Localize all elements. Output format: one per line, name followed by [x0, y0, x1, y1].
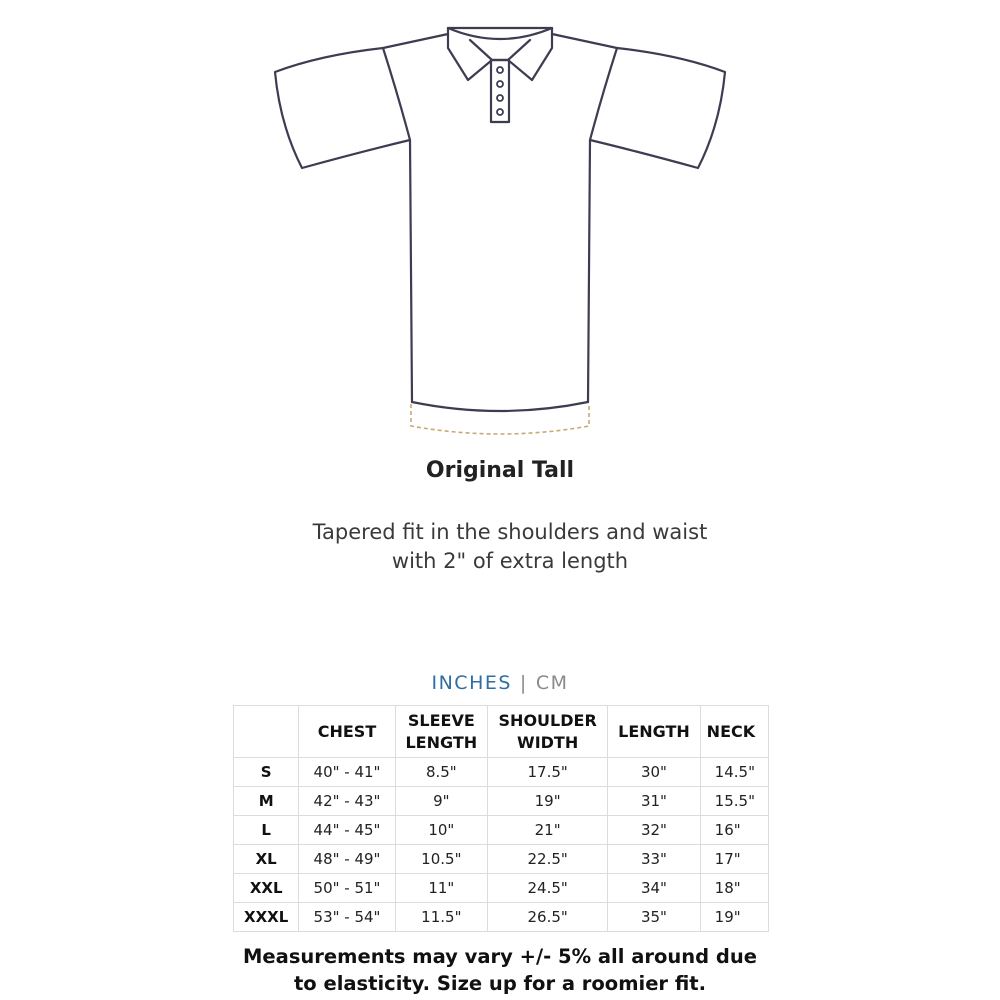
measurement-disclaimer: Measurements may vary +/- 5% all around due to elasticity. Size up for a roomier fit.: [243, 945, 757, 995]
column-header-size: [234, 706, 299, 758]
size-cell: XL: [234, 845, 299, 874]
size-table-scroll[interactable]: [233, 705, 769, 936]
fit-description: Tapered fit in the shoulders and waist with 2" of extra length: [312, 520, 708, 573]
shoulder-cell: 19": [488, 787, 608, 816]
collar-points: [470, 40, 530, 60]
size-table: [233, 705, 769, 932]
size-cell: M: [234, 787, 299, 816]
size-cell: XXXL: [234, 903, 299, 932]
neck-cell: 16": [700, 816, 768, 845]
table-row: [234, 787, 769, 816]
neck-cell: 19": [700, 903, 768, 932]
length-cell: 35": [608, 903, 700, 932]
table-row: [234, 816, 769, 845]
sleeve-cell: 9": [395, 787, 487, 816]
unit-separator: |: [519, 672, 528, 694]
placket: [491, 60, 509, 122]
table-row: [234, 845, 769, 874]
button-icon: [497, 95, 503, 101]
size-cell: L: [234, 816, 299, 845]
table-header-row: [234, 706, 769, 758]
right-sleeve: [552, 34, 725, 168]
size-cell: S: [234, 758, 299, 787]
unit-toggle: [0, 672, 1000, 694]
shoulder-cell: 21": [488, 816, 608, 845]
neck-cell: 15.5": [700, 787, 768, 816]
chest-cell: 44" - 45": [299, 816, 395, 845]
length-cell: 30": [608, 758, 700, 787]
chest-cell: 48" - 49": [299, 845, 395, 874]
sleeve-cell: 11.5": [395, 903, 487, 932]
chest-cell: 40" - 41": [299, 758, 395, 787]
length-cell: 34": [608, 874, 700, 903]
length-cell: 33": [608, 845, 700, 874]
neck-cell: 17": [700, 845, 768, 874]
sleeve-cell: 10": [395, 816, 487, 845]
body-right-side: [588, 140, 590, 402]
size-cell: XXL: [234, 874, 299, 903]
button-icon: [497, 81, 503, 87]
sleeve-cell: 8.5": [395, 758, 487, 787]
sleeve-cell: 10.5": [395, 845, 487, 874]
neck-cell: 18": [700, 874, 768, 903]
column-header-chest: CHEST: [299, 706, 395, 758]
table-row: [234, 758, 769, 787]
column-header-sleeve-length: SLEEVE LENGTH: [395, 706, 487, 758]
shoulder-cell: 22.5": [488, 845, 608, 874]
table-row: [234, 903, 769, 932]
chest-cell: 42" - 43": [299, 787, 395, 816]
extra-length-marker: [411, 404, 589, 434]
length-cell: 31": [608, 787, 700, 816]
fit-title: Original Tall: [425, 458, 575, 483]
shoulder-cell: 26.5": [488, 903, 608, 932]
neck-cell: 14.5": [700, 758, 768, 787]
column-header-neck: NECK: [700, 706, 768, 758]
polo-shirt-outline-icon: [0, 0, 1000, 450]
collar-inner: [448, 28, 552, 39]
button-icon: [497, 109, 503, 115]
shoulder-cell: 24.5": [488, 874, 608, 903]
chest-cell: 50" - 51": [299, 874, 395, 903]
table-row: [234, 874, 769, 903]
length-cell: 32": [608, 816, 700, 845]
hem: [412, 402, 588, 411]
button-icon: [497, 67, 503, 73]
unit-inches-tab[interactable]: INCHES: [431, 672, 512, 694]
column-header-shoulder-width: SHOULDER WIDTH: [488, 706, 608, 758]
body-left-side: [410, 140, 412, 402]
shoulder-cell: 17.5": [488, 758, 608, 787]
sleeve-cell: 11": [395, 874, 487, 903]
left-sleeve: [275, 34, 448, 168]
chest-cell: 53" - 54": [299, 903, 395, 932]
column-header-length: LENGTH: [608, 706, 700, 758]
unit-cm-tab[interactable]: CM: [535, 672, 569, 694]
